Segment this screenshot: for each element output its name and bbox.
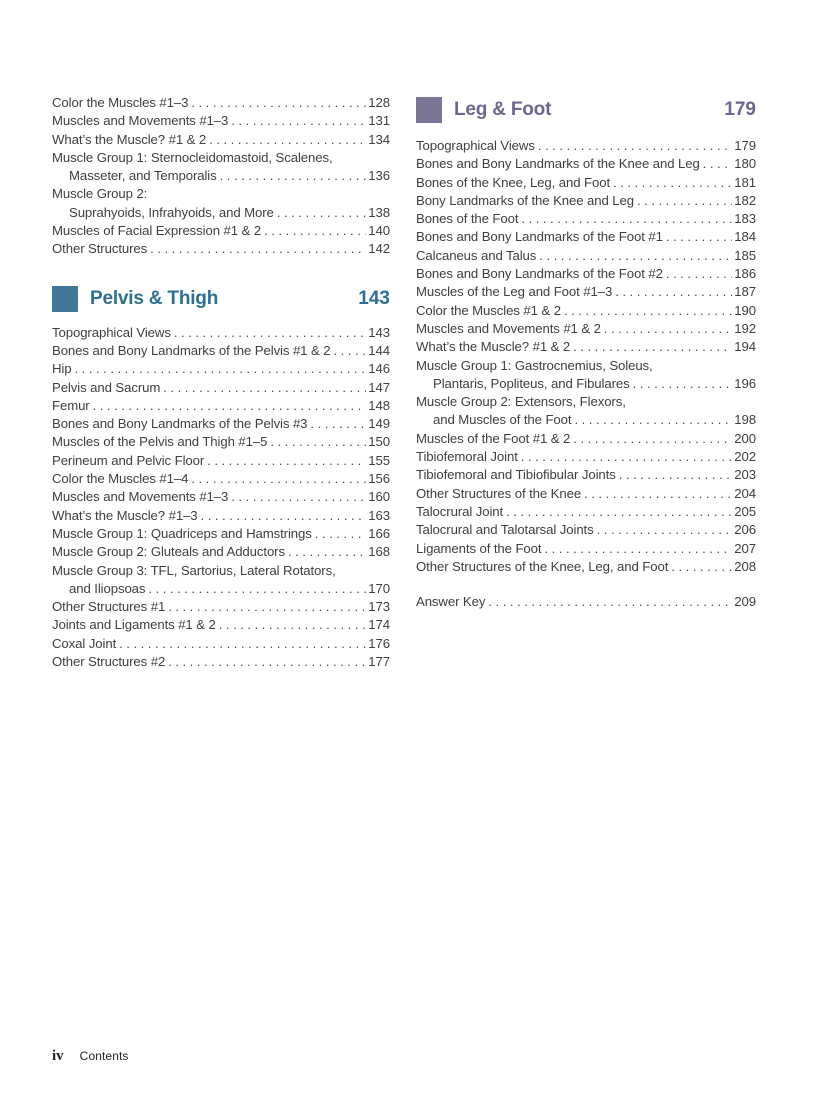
toc-entry-title: What’s the Muscle? #1 & 2 — [52, 131, 207, 147]
toc-entry — [416, 540, 756, 558]
toc-entry-title: Muscle Group 2: — [52, 186, 148, 202]
toc-entry-title: Hip — [52, 361, 72, 377]
dot-leader — [168, 653, 366, 671]
toc-entry-page: 163 — [368, 507, 390, 523]
toc-entry-title: Topographical Views — [416, 138, 535, 153]
toc-entry-page: 180 — [734, 156, 756, 172]
toc-entry-page: 147 — [368, 379, 390, 395]
dot-leader — [201, 507, 367, 525]
dot-leader — [150, 240, 366, 258]
toc-entry — [52, 433, 390, 451]
toc-entry-page: 173 — [368, 599, 390, 615]
toc-entry-page: 206 — [734, 522, 756, 538]
toc-entry-page: 190 — [734, 302, 756, 318]
toc-entry-page: 198 — [734, 412, 756, 428]
toc-entry-title: Joints and Ligaments #1 & 2 — [52, 617, 216, 633]
toc-entry-page: 160 — [368, 489, 390, 505]
toc-entry-page: 187 — [734, 284, 756, 300]
toc-entry-title: Tibiofemoral and Tibiofibular Joints — [416, 467, 616, 483]
toc-column-right — [416, 96, 756, 611]
toc-entry-page: 144 — [368, 342, 390, 358]
toc-entry — [416, 593, 756, 611]
dot-leader — [573, 338, 732, 356]
page-footer — [52, 1048, 129, 1065]
toc-entry-page: 207 — [734, 540, 756, 556]
toc-entry-title: Color the Muscles #1 & 2 — [416, 302, 561, 318]
toc-entry — [52, 204, 390, 222]
toc-entry — [416, 466, 756, 484]
toc-entry — [416, 521, 756, 539]
toc-entry — [416, 247, 756, 265]
toc-entry-page: 128 — [368, 95, 390, 110]
dot-leader — [75, 360, 367, 378]
toc-entry-title: Other Structures of the Knee, Leg, and Foot — [416, 558, 669, 574]
toc-entry-title: Muscle Group 1: Sternocleidomastoid, Scalenes, — [52, 149, 333, 165]
toc-entry-title: Bony Landmarks of the Knee and Leg — [416, 192, 635, 208]
toc-column-left — [52, 94, 390, 671]
toc-entry-page: 205 — [734, 503, 756, 519]
toc-entry-page: 142 — [368, 241, 390, 257]
toc-entry-page: 134 — [368, 131, 390, 147]
toc-entry-title: Bones and Bony Landmarks of the Foot #2 — [416, 266, 663, 282]
dot-leader — [219, 616, 367, 634]
toc-entry-page: 170 — [368, 580, 390, 596]
dot-leader — [666, 228, 732, 246]
dot-leader — [288, 543, 366, 561]
toc-entry-title: Muscles of Facial Expression #1 & 2 — [52, 223, 262, 239]
dot-leader — [315, 525, 367, 543]
toc-entry-page: 182 — [734, 192, 756, 208]
toc-entry-title: Masseter, and Temporalis — [69, 168, 217, 184]
toc-entry-title: Coxal Joint — [52, 635, 117, 651]
dot-leader — [209, 131, 366, 149]
toc-entry-page: 140 — [368, 223, 390, 239]
dot-leader — [207, 452, 366, 470]
toc-entry — [416, 430, 756, 448]
toc-entry-title: Bones and Bony Landmarks of the Pelvis #1 & 2 — [52, 342, 331, 358]
toc-entry-title: Bones of the Knee, Leg, and Foot — [416, 174, 611, 190]
dot-leader — [597, 521, 733, 539]
toc-entry — [416, 558, 756, 576]
dot-leader — [615, 283, 732, 301]
toc-entry — [52, 415, 390, 433]
toc-entry — [52, 598, 390, 616]
toc-entry — [416, 411, 756, 429]
dot-leader — [191, 94, 366, 112]
toc-entry — [52, 635, 390, 653]
toc-entry-page: 168 — [368, 544, 390, 560]
dot-leader — [521, 210, 732, 228]
dot-leader — [163, 379, 366, 397]
toc-entry — [416, 393, 756, 411]
toc-entry-page: 146 — [368, 361, 390, 377]
section-page-number: 143 — [358, 287, 390, 309]
dot-leader — [604, 320, 732, 338]
toc-entry-page: 203 — [734, 467, 756, 483]
toc-entry — [416, 283, 756, 301]
toc-entry — [52, 616, 390, 634]
toc-entry-title: Muscle Group 2: Extensors, Flexors, — [416, 394, 626, 410]
toc-entry — [52, 94, 390, 112]
toc-entry — [416, 137, 756, 155]
section-title: Leg & Foot — [454, 99, 552, 120]
toc-entry — [416, 192, 756, 210]
toc-entry-page: 200 — [734, 430, 756, 446]
toc-entry — [52, 112, 390, 130]
toc-entry-title: and Iliopsoas — [69, 580, 146, 596]
toc-entry-title: Plantaris, Popliteus, and Fibulares — [433, 375, 630, 391]
toc-entry-page: 148 — [368, 397, 390, 413]
dot-leader — [544, 540, 732, 558]
toc-entry-page: 204 — [734, 485, 756, 501]
toc-entry — [52, 167, 390, 185]
toc-entry — [416, 485, 756, 503]
toc-entry-page: 143 — [368, 324, 390, 340]
toc-entry — [416, 174, 756, 192]
dot-leader — [506, 503, 732, 521]
toc-entry-page: 209 — [734, 594, 756, 610]
dot-leader — [277, 204, 367, 222]
toc-entry — [52, 562, 390, 580]
toc-entry-title: Muscles of the Pelvis and Thigh #1–5 — [52, 434, 268, 450]
section-square-icon — [52, 286, 78, 312]
toc-entry-title: Pelvis and Sacrum — [52, 379, 161, 395]
toc-entry-title: Topographical Views — [52, 324, 171, 340]
toc-entry-title: Answer Key — [416, 594, 486, 610]
toc-entry-page: 202 — [734, 449, 756, 465]
dot-leader — [574, 411, 732, 429]
toc-entry-title: Ligaments of the Foot — [416, 540, 542, 556]
toc-entry — [52, 240, 390, 258]
toc-entry-title: Muscle Group 1: Quadriceps and Hamstrings — [52, 525, 312, 541]
toc-entry-page: 177 — [368, 654, 390, 670]
toc-entry — [52, 470, 390, 488]
toc-entry-page: 179 — [734, 138, 756, 153]
toc-entry-page: 186 — [734, 266, 756, 282]
toc-entry-title: Color the Muscles #1–4 — [52, 471, 189, 487]
toc-entry-title: Muscles and Movements #1–3 — [52, 113, 229, 129]
toc-entry-page: 138 — [368, 204, 390, 220]
toc-entry-title: Other Structures of the Knee — [416, 485, 582, 501]
dot-leader — [584, 485, 732, 503]
toc-entry-title: What’s the Muscle? #1–3 — [52, 507, 198, 523]
toc-entry — [416, 320, 756, 338]
dot-leader — [231, 488, 366, 506]
toc-entry — [416, 448, 756, 466]
toc-list-previous-section — [52, 94, 390, 259]
toc-entry — [52, 360, 390, 378]
toc-entry — [416, 228, 756, 246]
toc-entry — [52, 580, 390, 598]
footer-contents-label: Contents — [79, 1049, 129, 1063]
dot-leader — [270, 433, 366, 451]
toc-entry — [416, 302, 756, 320]
toc-entry — [416, 503, 756, 521]
toc-entry-page: 131 — [368, 113, 390, 129]
section-header-leg-foot — [416, 96, 756, 124]
toc-entry-page: 156 — [368, 471, 390, 487]
dot-leader — [564, 302, 732, 320]
toc-entry-page: 176 — [368, 635, 390, 651]
dot-leader — [637, 192, 732, 210]
dot-leader — [310, 415, 366, 433]
toc-entry — [416, 375, 756, 393]
dot-leader — [671, 558, 732, 576]
toc-entry-title: Talocrural Joint — [416, 503, 504, 519]
dot-leader — [333, 342, 366, 360]
toc-entry — [52, 185, 390, 203]
toc-entry-title: Femur — [52, 397, 90, 413]
dot-leader — [666, 265, 732, 283]
toc-entry-title: Tibiofemoral Joint — [416, 449, 518, 465]
toc-entry — [416, 338, 756, 356]
toc-entry — [52, 149, 390, 167]
toc-entry-title: and Muscles of the Foot — [433, 412, 572, 428]
toc-entry — [52, 488, 390, 506]
dot-leader — [633, 375, 733, 393]
toc-entry-title: Muscle Group 3: TFL, Sartorius, Lateral Rotators, — [52, 562, 336, 578]
dot-leader — [148, 580, 366, 598]
toc-entry-title: Other Structures #1 — [52, 599, 166, 615]
toc-list-leg-foot — [416, 137, 756, 611]
toc-entry-page: 208 — [734, 558, 756, 574]
dot-leader — [521, 448, 733, 466]
dot-leader — [191, 470, 366, 488]
toc-entry-page: 183 — [734, 211, 756, 227]
toc-entry-title: Other Structures — [52, 241, 148, 257]
toc-entry-page: 196 — [734, 375, 756, 391]
dot-leader — [231, 112, 366, 130]
toc-entry-title: Muscles and Movements #1–3 — [52, 489, 229, 505]
dot-leader — [488, 593, 732, 611]
toc-entry — [52, 452, 390, 470]
toc-entry-title: Muscles and Movements #1 & 2 — [416, 320, 601, 336]
toc-entry — [416, 265, 756, 283]
folio-roman-numeral: iv — [52, 1048, 64, 1064]
toc-entry-title: Muscle Group 2: Gluteals and Adductors — [52, 544, 285, 560]
toc-entry-title: Color the Muscles #1–3 — [52, 95, 189, 110]
toc-entry — [52, 222, 390, 240]
section-square-icon — [416, 97, 442, 123]
toc-entry-title: Talocrural and Talotarsal Joints — [416, 522, 594, 538]
toc-entry — [52, 525, 390, 543]
toc-entry-page: 194 — [734, 339, 756, 355]
section-header-pelvis-thigh — [52, 285, 390, 313]
toc-entry-page: 150 — [368, 434, 390, 450]
toc-entry-page: 166 — [368, 525, 390, 541]
dot-leader — [539, 247, 732, 265]
dot-leader — [613, 174, 732, 192]
toc-entry — [52, 342, 390, 360]
toc-entry-title: Suprahyoids, Infrahyoids, and More — [69, 204, 274, 220]
section-title: Pelvis & Thigh — [90, 287, 219, 309]
toc-entry-title: Muscles of the Leg and Foot #1–3 — [416, 284, 613, 300]
toc-entry — [52, 543, 390, 561]
toc-entry — [52, 131, 390, 149]
toc-entry-title: Calcaneus and Talus — [416, 247, 537, 263]
toc-entry — [52, 379, 390, 397]
toc-entry-title: What’s the Muscle? #1 & 2 — [416, 339, 571, 355]
dot-leader — [168, 598, 366, 616]
toc-entry-title: Perineum and Pelvic Floor — [52, 452, 205, 468]
toc-entry-page: 136 — [368, 168, 390, 184]
toc-entry — [52, 324, 390, 342]
toc-entry-page: 174 — [368, 617, 390, 633]
dot-leader — [573, 430, 732, 448]
toc-entry-title: Bones and Bony Landmarks of the Pelvis #3 — [52, 416, 308, 432]
toc-entry-title: Other Structures #2 — [52, 654, 166, 670]
toc-entry-title: Bones and Bony Landmarks of the Foot #1 — [416, 229, 663, 245]
toc-entry-title: Muscles of the Foot #1 & 2 — [416, 430, 571, 446]
toc-entry — [416, 357, 756, 375]
toc-entry-page: 185 — [734, 247, 756, 263]
toc-entry-title: Muscle Group 1: Gastrocnemius, Soleus, — [416, 357, 653, 373]
toc-entry-title: Bones and Bony Landmarks of the Knee and Leg — [416, 156, 700, 172]
toc-entry — [52, 653, 390, 671]
toc-entry-page: 184 — [734, 229, 756, 245]
toc-entry-page: 181 — [734, 174, 756, 190]
dot-leader — [703, 155, 733, 173]
toc-entry-page: 192 — [734, 320, 756, 336]
toc-entry — [52, 507, 390, 525]
toc-entry-page: 149 — [368, 416, 390, 432]
dot-leader — [119, 635, 366, 653]
toc-entry-title: Bones of the Foot — [416, 211, 519, 227]
toc-list-pelvis-thigh — [52, 324, 390, 672]
toc-entry-page: 155 — [368, 452, 390, 468]
dot-leader — [220, 167, 367, 185]
dot-leader — [174, 324, 366, 342]
dot-leader — [619, 466, 733, 484]
toc-entry — [416, 155, 756, 173]
dot-leader — [264, 222, 366, 240]
toc-entry — [416, 210, 756, 228]
dot-leader — [93, 397, 367, 415]
toc-entry — [52, 397, 390, 415]
section-page-number: 179 — [724, 99, 756, 120]
dot-leader — [538, 137, 732, 155]
